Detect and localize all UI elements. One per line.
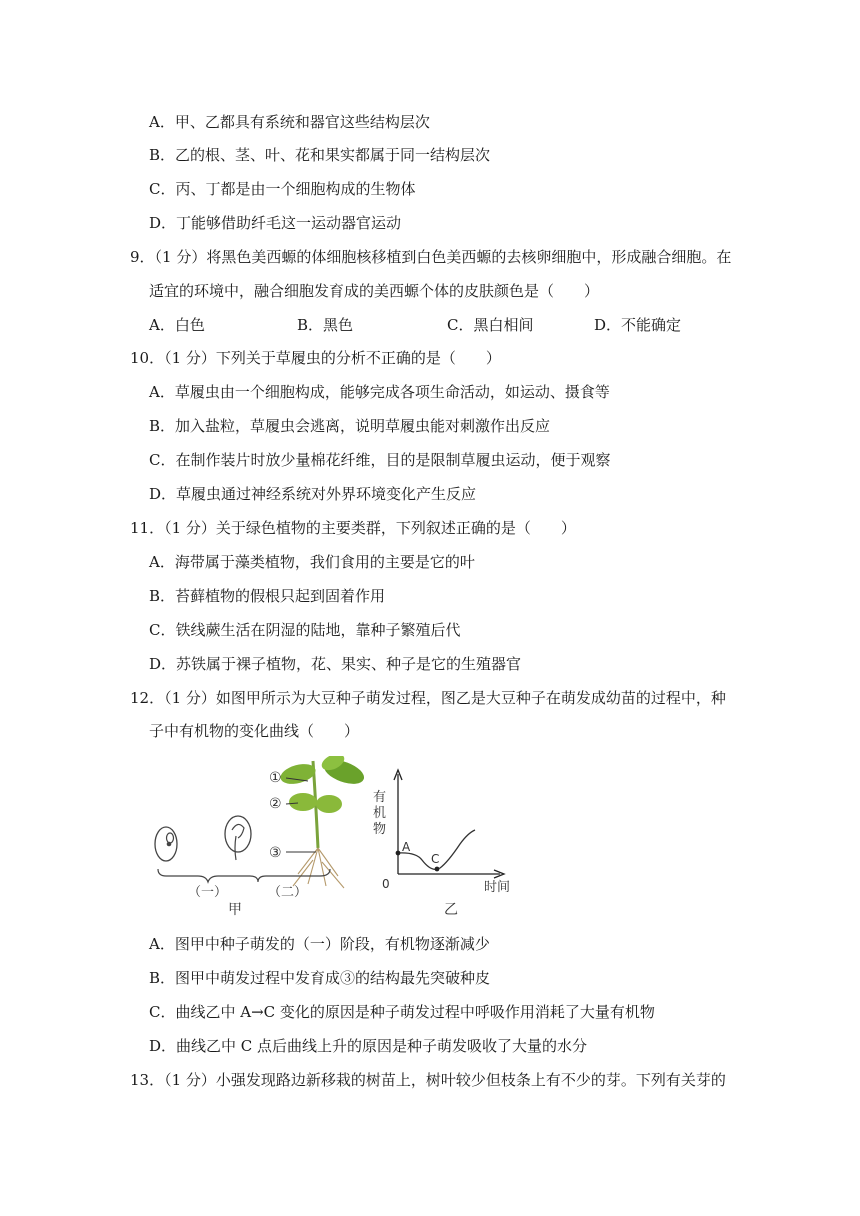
q9-stem-line1: 9．（1 分）将黑色美西螈的体细胞核移植到白色美西螈的去核卵细胞中，形成融合细胞。在 xyxy=(130,248,732,266)
label-2: ② xyxy=(269,796,282,812)
q9-option-a: A．白色 xyxy=(149,316,205,334)
point-a-label: A xyxy=(402,840,411,854)
q12-option-b: B．图甲中萌发过程中发育成③的结构最先突破种皮 xyxy=(149,969,491,987)
label-1: ① xyxy=(269,770,282,786)
q12-option-d: D．曲线乙中 C 点后曲线上升的原因是种子萌发吸收了大量的水分 xyxy=(149,1037,588,1055)
caption-yi: 乙 xyxy=(444,902,458,916)
q9-options-row xyxy=(0,315,860,335)
q9-option-c: C．黑白相间 xyxy=(447,316,534,334)
point-c-label: C xyxy=(431,852,440,866)
q11-stem: 11．（1 分）关于绿色植物的主要类群，下列叙述正确的是（ ） xyxy=(130,519,576,537)
q12-figure xyxy=(148,756,538,916)
q11-option-b: B．苔藓植物的假根只起到固着作用 xyxy=(149,587,386,605)
q10-option-a: A．草履虫由一个细胞构成，能够完成各项生命活动，如运动、摄食等 xyxy=(149,383,610,401)
q9-stem-line2: 适宜的环境中，融合细胞发育成的美西螈个体的皮肤颜色是（ ） xyxy=(149,282,600,300)
q8-option-c: C．丙、丁都是由一个细胞构成的生物体 xyxy=(149,180,416,198)
q12-stem-line1: 12．（1 分）如图甲所示为大豆种子萌发过程，图乙是大豆种子在萌发成幼苗的过程中，种 xyxy=(130,689,726,707)
q10-option-d: D．草履虫通过神经系统对外界环境变化产生反应 xyxy=(149,485,477,503)
seed-stage2-icon xyxy=(225,816,251,860)
q12-stem-line2: 子中有机物的变化曲线（ ） xyxy=(149,722,360,740)
stage-1-label: （一） xyxy=(188,885,228,900)
q11-option-d: D．苏铁属于裸子植物，花、果实、种子是它的生殖器官 xyxy=(149,655,522,673)
stage-2-label: （二） xyxy=(268,885,308,900)
y-axis-label xyxy=(373,790,390,837)
seedling-icon xyxy=(278,756,367,888)
q9-option-d: D．不能确定 xyxy=(594,316,682,334)
q10-option-b: B．加入盐粒，草履虫会逃离，说明草履虫能对刺激作出反应 xyxy=(149,417,551,435)
caption-jia: 甲 xyxy=(228,902,242,916)
organic-matter-graph xyxy=(394,770,504,878)
q11-option-a: A．海带属于藻类植物，我们食用的主要是它的叶 xyxy=(149,553,475,571)
y-axis-char-2: 机 xyxy=(373,806,387,821)
q9-option-b: B．黑色 xyxy=(297,316,354,334)
q8-option-d: D．丁能够借助纤毛这一运动器官运动 xyxy=(149,214,402,232)
origin-label: 0 xyxy=(382,877,390,891)
q8-option-a: A．甲、乙都具有系统和器官这些结构层次 xyxy=(149,113,430,131)
y-axis-char-3: 物 xyxy=(373,822,387,837)
q11-option-c: C．铁线蕨生活在阴湿的陆地，靠种子繁殖后代 xyxy=(149,621,461,639)
x-axis-label: 时间 xyxy=(484,880,511,895)
q12-option-a: A．图甲中种子萌发的（一）阶段，有机物逐渐减少 xyxy=(149,935,490,953)
q10-option-c: C．在制作装片时放少量棉花纤维，目的是限制草履虫运动，便于观察 xyxy=(149,451,611,469)
q8-option-b: B．乙的根、茎、叶、花和果实都属于同一结构层次 xyxy=(149,146,491,164)
q13-stem-line1: 13．（1 分）小强发现路边新移栽的树苗上，树叶较少但枝条上有不少的芽。下列有关芽的 xyxy=(130,1071,726,1089)
q12-option-c: C．曲线乙中 A→C 变化的原因是种子萌发过程中呼吸作用消耗了大量有机物 xyxy=(149,1003,655,1021)
label-3: ③ xyxy=(269,845,282,861)
y-axis-char-1: 有 xyxy=(373,790,387,805)
seed-stage1-icon xyxy=(155,827,177,861)
q10-stem: 10．（1 分）下列关于草履虫的分析不正确的是（ ） xyxy=(130,349,501,367)
